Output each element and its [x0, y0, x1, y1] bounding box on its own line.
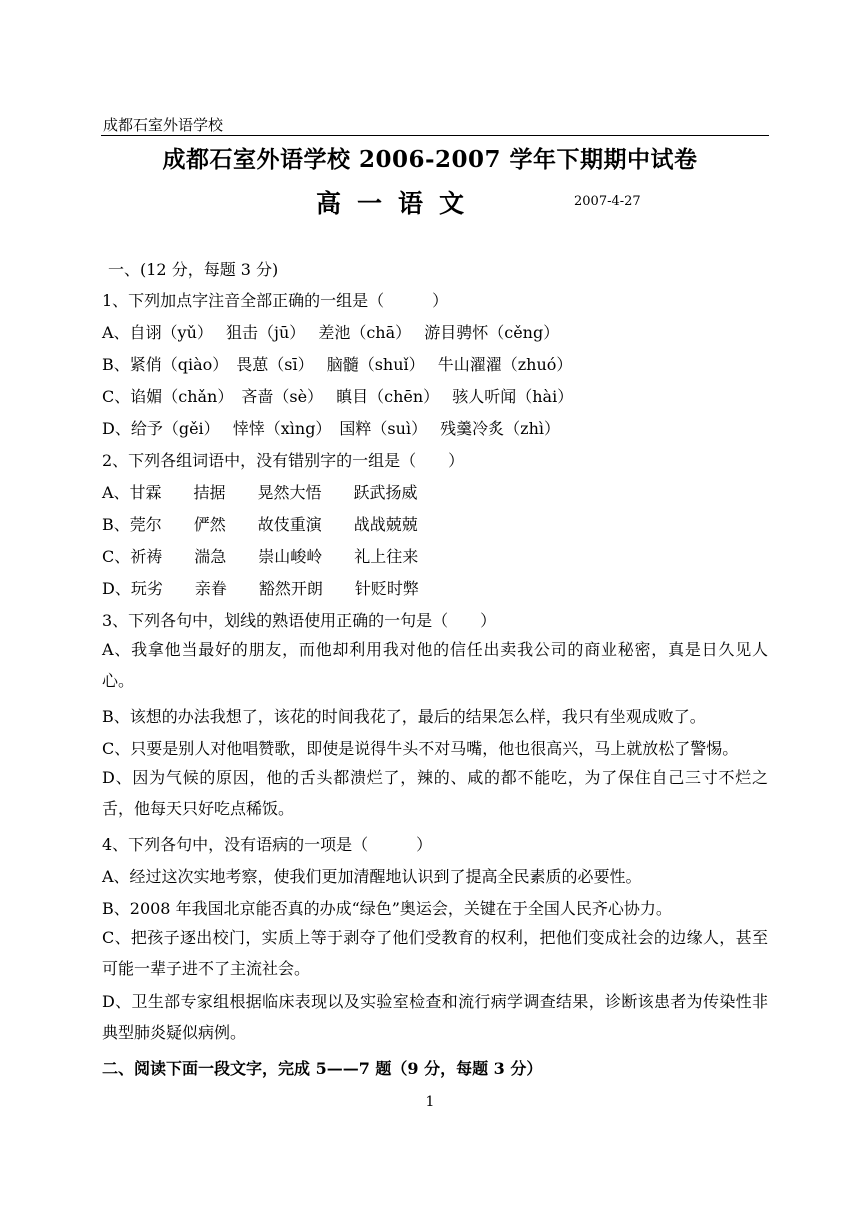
running-header: 成都石室外语学校: [103, 116, 224, 134]
question-3-option-c: C、只要是别人对他唱赞歌，即使是说得牛头不对马嘴，他也很高兴，马上就放松了警惕。: [102, 739, 739, 758]
exam-date: 2007-4-27: [574, 194, 641, 209]
section-1-heading: 一、(12 分，每题 3 分): [108, 260, 279, 279]
question-4-option-c: C、把孩子逐出校门，实质上等于剥夺了他们受教育的权利，把他们变成社会的边缘人，甚至可能一辈子进不了主流社会。: [102, 928, 768, 978]
exam-title: 成都石室外语学校 2006-2007 学年下期期中试卷: [162, 146, 698, 173]
page-number: 1: [425, 1094, 435, 1110]
question-3-option-a: A、我拿他当最好的朋友，而他却利用我对他的信任出卖我公司的商业秘密，真是日久见人心。: [102, 640, 768, 690]
question-2-option-b: B、莞尔 俨然 故伎重演 战战兢兢: [102, 515, 418, 534]
question-2-stem: 2、下列各组词语中，没有错别字的一组是（ ）: [102, 451, 465, 470]
section-2-heading: 二、阅读下面一段文字，完成 5——7 题（9 分，每题 3 分）: [102, 1059, 543, 1078]
exam-subtitle: 高一语文: [316, 189, 481, 218]
question-4-option-a: A、经过这次实地考察，使我们更加清醒地认识到了提高全民素质的必要性。: [102, 867, 642, 886]
question-1-stem: 1、下列加点字注音全部正确的一组是（ ）: [102, 291, 449, 310]
question-1-option-c: C、谄媚（chǎn） 吝啬（sè） 瞋目（chēn） 骇人听闻（hài）: [102, 387, 574, 406]
question-2-option-c: C、祈祷 湍急 崇山峻岭 礼上往来: [102, 547, 419, 566]
question-1-option-b: B、紧俏（qiào） 畏葸（sī） 脑髓（shuǐ） 牛山濯濯（zhuó）: [102, 355, 573, 374]
question-1-option-d: D、给予（gěi） 悻悻（xìng） 国粹（suì） 残羹冷炙（zhì）: [102, 419, 561, 438]
question-2-option-a: A、甘霖 拮据 晃然大悟 跃武扬威: [102, 483, 418, 502]
question-4-option-d: D、卫生部专家组根据临床表现以及实验室检查和流行病学调查结果，诊断该患者为传染性非典型肺炎疑似病例。: [102, 992, 768, 1042]
question-4-stem: 4、下列各句中，没有语病的一项是（ ）: [102, 835, 433, 854]
question-3-stem: 3、下列各句中，划线的熟语使用正确的一句是（ ）: [102, 611, 497, 630]
header-rule: [101, 135, 769, 136]
question-3-option-d: D、因为气候的原因，他的舌头都溃烂了，辣的、咸的都不能吃，为了保住自己三寸不烂之舌，他每天只好吃点稀饭。: [102, 768, 768, 818]
question-4-option-b: B、2008 年我国北京能否真的办成“绿色”奥运会，关键在于全国人民齐心协力。: [102, 899, 672, 918]
question-1-option-a: A、自诩（yǔ） 狙击（jū） 差池（chā） 游目骋怀（cěng）: [102, 323, 560, 342]
question-3-option-b: B、该想的办法我想了，该花的时间我花了，最后的结果怎么样，我只有坐观成败了。: [102, 707, 706, 726]
question-2-option-d: D、玩劣 亲眷 豁然开朗 针贬时弊: [102, 579, 419, 598]
